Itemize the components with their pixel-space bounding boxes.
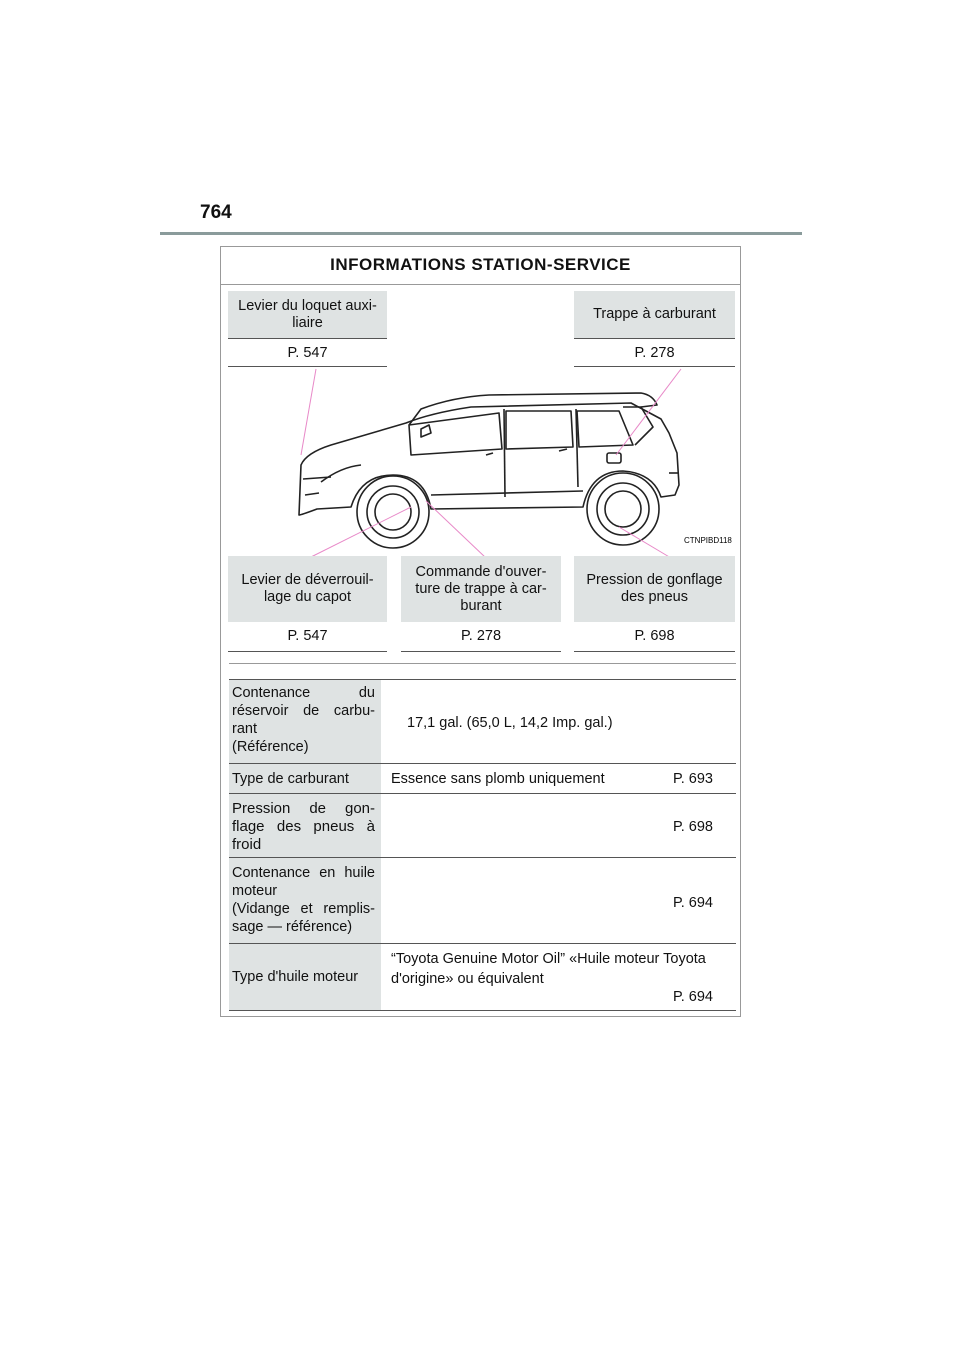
page-ref: P. 693	[672, 771, 713, 787]
page-ref: P. 694	[672, 895, 713, 911]
table-row-fuel-capacity	[229, 679, 736, 764]
callout-tire-pressure	[574, 556, 735, 622]
value-text: Essence sans plomb uniquement	[391, 771, 605, 787]
row-label: Type d'huile moteur	[229, 944, 381, 1010]
callout-fuel-door-opener	[401, 556, 561, 622]
value-text: “Toyota Genuine Motor Oil” «Huile moteur Toyota	[391, 951, 706, 967]
value-text: d'origine» ou équivalent	[391, 971, 544, 987]
callout-ref: P. 547	[228, 338, 387, 367]
label-line: rant	[232, 721, 257, 737]
table-row-fuel-type	[229, 764, 736, 794]
callout-label: Levier du loquet auxi- liaire	[238, 297, 377, 331]
label-line: réservoir de carbu-	[232, 703, 375, 719]
label-line: (Vidange et remplis-	[232, 901, 375, 917]
row-value	[391, 944, 736, 1010]
panel-title: INFORMATIONS STATION-SERVICE	[221, 247, 740, 285]
row-label	[229, 680, 381, 763]
label-line: flage des pneus à	[232, 818, 375, 835]
label-line: Contenance du	[232, 685, 375, 701]
label-line: Contenance en huile	[232, 865, 375, 881]
callout-ref: P. 547	[228, 622, 387, 652]
label-line: Pression de gon-	[232, 800, 375, 817]
label-line: moteur	[232, 883, 278, 899]
label-line: (Référence)	[232, 739, 309, 755]
callout-label: Trappe à carburant	[593, 306, 716, 322]
row-value	[391, 858, 736, 943]
value-text: 17,1 gal. (65,0 L, 14,2 Imp. gal.)	[407, 715, 613, 731]
table-row-oil-type	[229, 944, 736, 1011]
callout-ref: P. 278	[401, 622, 561, 652]
header-rule	[160, 232, 802, 235]
divider	[229, 663, 736, 664]
callout-label: Pression de gonflage des pneus	[586, 572, 723, 605]
page-ref: P. 698	[672, 819, 713, 835]
page-ref: P. 694	[672, 989, 713, 1005]
callout-label: Commande d'ouver- ture de trappe à car- burant	[415, 563, 547, 614]
table-row-engine-oil-capacity	[229, 858, 736, 944]
row-label	[229, 794, 381, 857]
callout-fuel-door	[574, 291, 735, 338]
row-value	[391, 680, 736, 763]
row-label	[229, 858, 381, 943]
image-code: CTNPIBD118	[684, 536, 732, 545]
table-row-cold-tire-pressure	[229, 794, 736, 858]
info-panel	[220, 246, 741, 1017]
callout-label: Levier de déverrouil- lage du capot	[241, 572, 374, 605]
callout-hood-release	[228, 556, 387, 622]
callout-hood-aux-lever	[228, 291, 387, 338]
page-number: 764	[200, 202, 232, 223]
callout-ref: P. 698	[574, 622, 735, 652]
callout-ref: P. 278	[574, 338, 735, 367]
row-label: Type de carburant	[229, 764, 381, 793]
row-value	[391, 794, 736, 857]
label-line: sage — référence)	[232, 919, 353, 935]
vehicle-illustration	[221, 367, 740, 562]
row-value	[391, 764, 736, 793]
label-line: froid	[232, 836, 262, 853]
